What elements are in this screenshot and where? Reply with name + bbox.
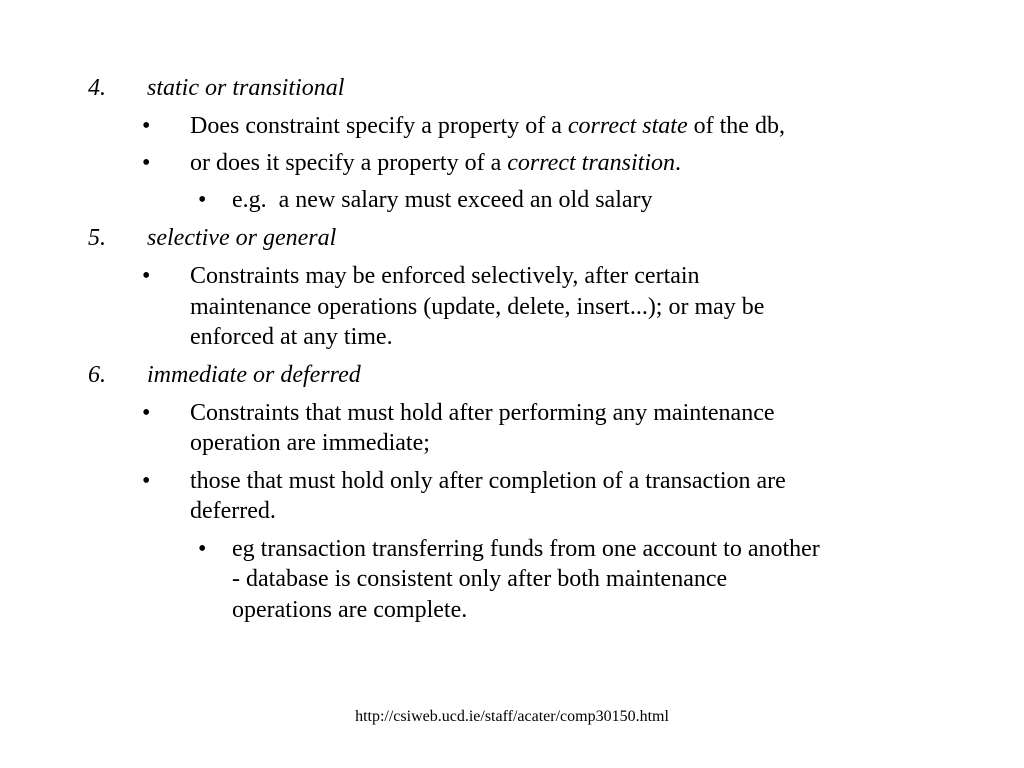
item-number: 5.: [88, 225, 106, 251]
bullet-text-line: Constraints that must hold after performing any maintenance: [190, 400, 775, 426]
bullet-marker: •: [142, 468, 151, 494]
bullet-text-line: Constraints may be enforced selectively, after certain: [190, 263, 700, 289]
bullet-text-line: operation are immediate;: [190, 430, 430, 456]
item-number: 4.: [88, 75, 106, 101]
item-number: 6.: [88, 362, 106, 388]
item-heading: selective or general: [147, 225, 337, 251]
bullet-text-line: deferred.: [190, 498, 276, 524]
bullet-marker: •: [142, 263, 151, 289]
footer-url: http://csiweb.ucd.ie/staff/acater/comp30150.html: [355, 708, 669, 725]
bullet-text: Does constraint specify a property of a correct state of the db,: [190, 113, 785, 139]
bullet-marker: •: [142, 400, 151, 426]
sub-bullet-text: e.g. a new salary must exceed an old salary: [232, 187, 653, 213]
bullet-text-line: maintenance operations (update, delete, insert...); or may be: [190, 294, 765, 320]
sub-bullet-text-line: eg transaction transferring funds from one account to another: [232, 536, 820, 562]
bullet-marker: •: [142, 150, 151, 176]
sub-bullet-text-line: operations are complete.: [232, 597, 468, 623]
item-heading: static or transitional: [147, 75, 345, 101]
item-heading: immediate or deferred: [147, 362, 361, 388]
bullet-text-line: those that must hold only after completion of a transaction are: [190, 468, 786, 494]
sub-bullet-marker: •: [198, 187, 207, 213]
sub-bullet-text-line: - database is consistent only after both maintenance: [232, 566, 728, 592]
bullet-marker: •: [142, 113, 151, 139]
bullet-text-line: enforced at any time.: [190, 324, 393, 350]
bullet-text: or does it specify a property of a correct transition.: [190, 150, 681, 176]
sub-bullet-marker: •: [198, 536, 207, 562]
